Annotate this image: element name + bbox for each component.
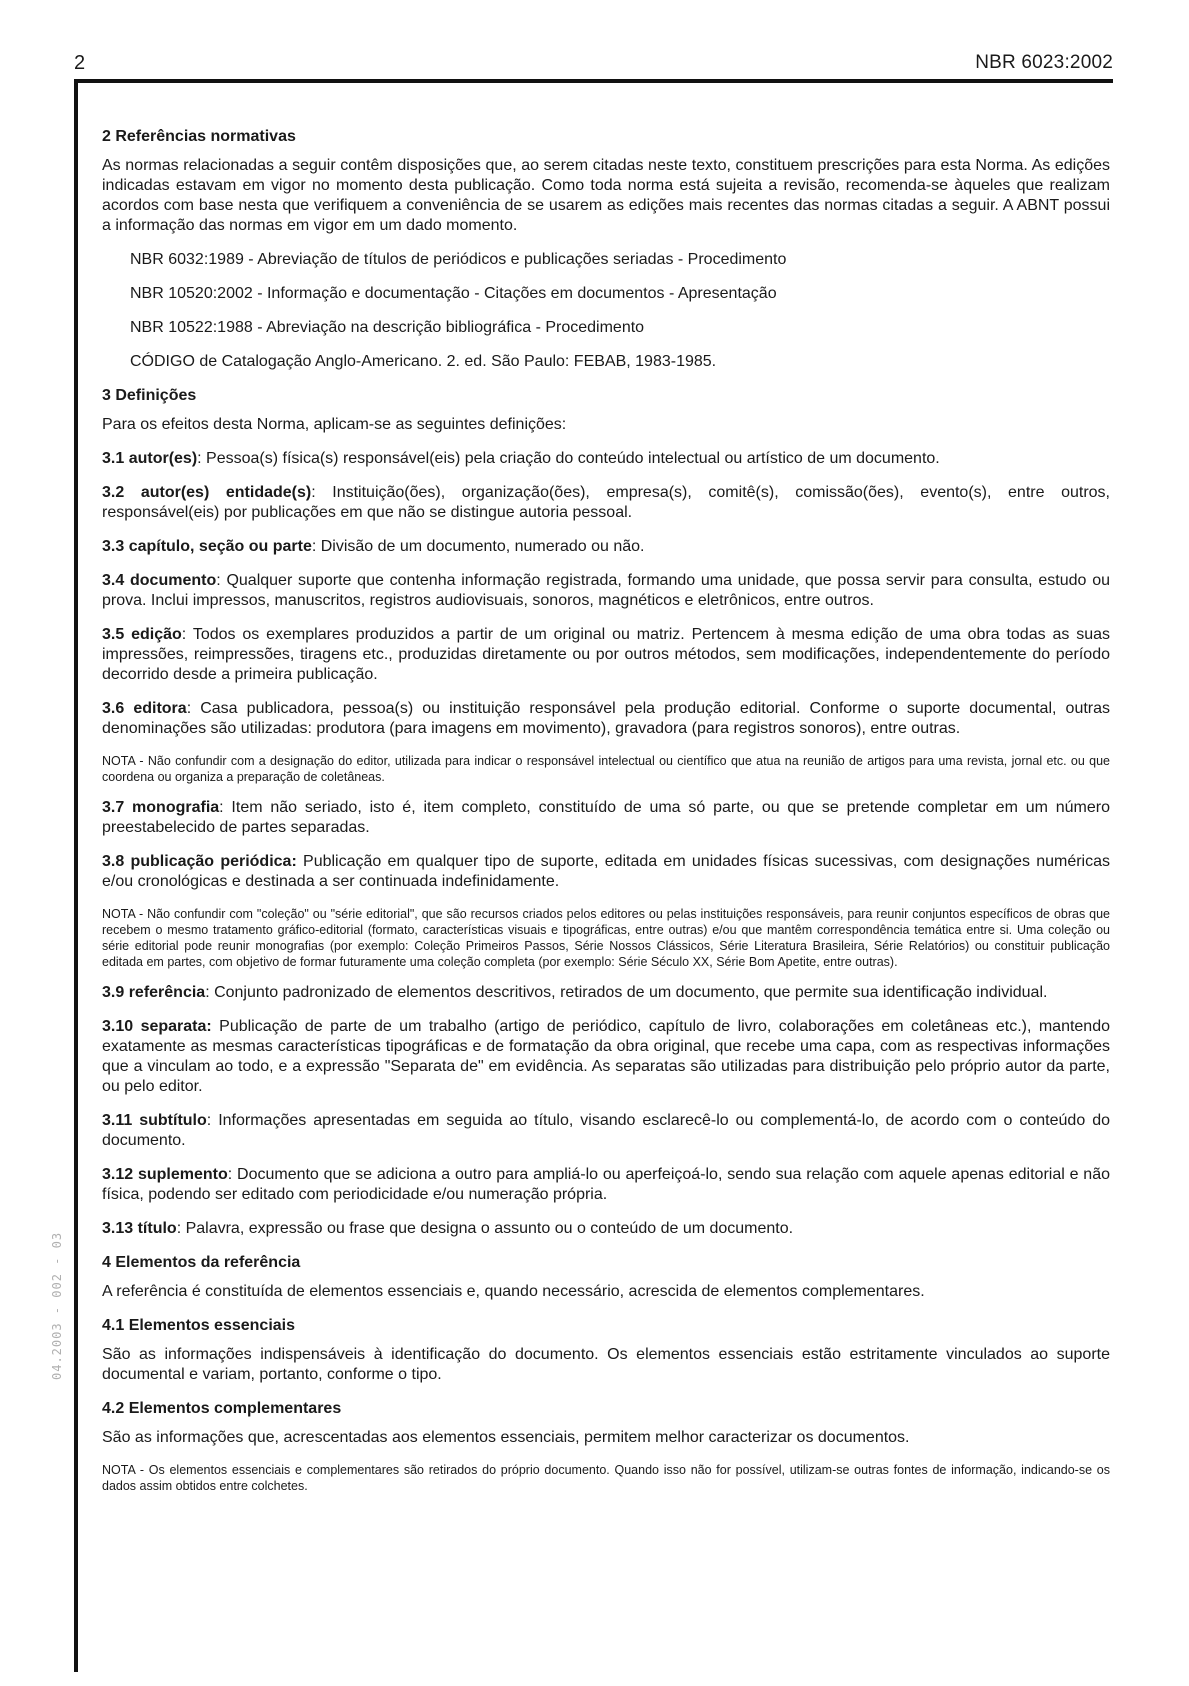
section-4-1-title: 4.1 Elementos essenciais — [102, 1317, 295, 1334]
section-4-1-text: São as informações indispensáveis à identificação do documento. Os elementos essenciais estão estritamente vinculados ao suporte documental e variam, portanto, conforme o tipo. — [102, 1346, 1110, 1383]
definition-text: : Informações apresentadas em seguida ao título, visando esclarecê-lo ou complementá-lo, de acordo com o conteúdo do documento. — [102, 1112, 1110, 1149]
section-3-title: 3 Definições — [102, 387, 197, 404]
definition-monografia — [102, 798, 1110, 838]
definition-term: 3.3 capítulo, seção ou parte — [102, 538, 312, 555]
normative-reference: NBR 10522:1988 - Abreviação na descrição bibliográfica - Procedimento — [130, 319, 645, 336]
definition-editora — [102, 699, 1110, 739]
definition-subtitulo — [102, 1111, 1110, 1151]
definition-autores-entidades — [102, 483, 1110, 523]
definition-text: : Palavra, expressão ou frase que designa o assunto ou o conteúdo de um documento. — [176, 1220, 794, 1237]
section-4-intro: A referência é constituída de elementos essenciais e, quando necessário, acrescida de elementos complementares. — [102, 1283, 925, 1300]
note-editor: NOTA - Não confundir com a designação do editor, utilizada para indicar o responsável intelectual ou científico que atua na reunião de artigos para uma revista, jornal etc. ou que coordena ou organiza a preparação de coletâneas. — [102, 754, 1110, 784]
definition-edicao — [102, 625, 1110, 685]
definition-documento — [102, 571, 1110, 611]
header-rule — [74, 79, 1113, 83]
definition-capitulo — [102, 537, 1110, 557]
definition-text: Publicação em qualquer tipo de suporte, editada em unidades físicas sucessivas, com designações numéricas e/ou cronológicas e destinada a ser continuada indefinidamente. — [102, 853, 1110, 890]
note-colecao: NOTA - Não confundir com "coleção" ou "série editorial", que são recursos criados pelos editores ou pelas instituições responsáveis, para reunir conjuntos específicos de obras que recebem o mesmo tratamento gráfico-editorial (formato, características visuais e tipográficas, entre outras) e/ou que mantêm correspondência temática entre si. Uma coleção ou série editorial pode reunir monografias (por exemplo: Coleção Primeiros Passos, Série Nossos Clássicos, Série Literatura Brasileira, Série Relatórios) ou constituir publicação editada em partes, com objetivo de formar futuramente uma coleção completa (por exemplo: Série Século XX, Série Bom Apetite, entre outras). — [102, 907, 1110, 969]
section-2-intro: As normas relacionadas a seguir contêm disposições que, ao serem citadas neste texto, constituem prescrições para esta Norma. As edições indicadas estavam em vigor no momento desta publicação. Como toda norma está sujeita a revisão, recomenda-se àqueles que realizam acordos com base nesta que verifiquem a conveniência de se usarem as edições mais recentes das normas citadas a seguir. A ABNT possui a informação das normas em vigor em um dado momento. — [102, 157, 1110, 234]
normative-reference: NBR 6032:1989 - Abreviação de títulos de periódicos e publicações seriadas - Procedimento — [130, 251, 787, 268]
definition-text: : Divisão de um documento, numerado ou não. — [311, 538, 645, 555]
definition-text: : Documento que se adiciona a outro para ampliá-lo ou aperfeiçoá-lo, sendo sua relação com aquele apenas editorial e não física, podendo ser editado com periodicidade e/ou numeração própria. — [102, 1166, 1110, 1203]
definition-referencia — [102, 983, 1110, 1003]
document-body — [102, 127, 1110, 1507]
definition-text: : Todos os exemplares produzidos a partir de um original ou matriz. Pertencem à mesma edição de uma obra todas as suas impressões, reimpressões, tiragens etc., produzidas diretamente ou por outros métodos, sem modificações, independentemente do período decorrido desde a primeira publicação. — [102, 626, 1111, 683]
definition-text: : Instituição(ões), organização(ões), empresa(s), comitê(s), comissão(ões), evento(s), entre outros, responsável(eis) por publicações em que não se distingue autoria pessoal. — [102, 484, 1111, 521]
definition-term: 3.6 editora — [102, 700, 187, 717]
normative-reference: NBR 10520:2002 - Informação e documentação - Citações em documentos - Apresentação — [130, 285, 777, 302]
section-4-2-title: 4.2 Elementos complementares — [102, 1400, 342, 1417]
definition-term: 3.5 edição — [102, 626, 182, 643]
definition-term: 3.9 referência — [102, 984, 206, 1001]
section-3-intro: Para os efeitos desta Norma, aplicam-se as seguintes definições: — [102, 416, 567, 433]
definition-text: : Qualquer suporte que contenha informação registrada, formando uma unidade, que possa servir para consulta, estudo ou prova. Inclui impressos, manuscritos, registros audiovisuais, sonoros, magnéticos e eletrônicos, entre outros. — [102, 572, 1110, 609]
definition-term: 3.13 título — [102, 1220, 177, 1237]
definition-text: : Pessoa(s) física(s) responsável(eis) pela criação do conteúdo intelectual ou artístico de um documento. — [197, 450, 940, 467]
section-4-2-text: São as informações que, acrescentadas aos elementos essenciais, permitem melhor caracterizar os documentos. — [102, 1429, 910, 1446]
normative-reference: CÓDIGO de Catalogação Anglo-Americano. 2. ed. São Paulo: FEBAB, 1983-1985. — [130, 353, 717, 370]
definition-term: 3.11 subtítulo — [102, 1112, 207, 1129]
section-4-title: 4 Elementos da referência — [102, 1254, 301, 1271]
definition-term: 3.10 separata: — [102, 1018, 212, 1035]
section-2-title: 2 Referências normativas — [102, 128, 296, 145]
definition-term: 3.1 autor(es) — [102, 450, 198, 467]
definition-term: 3.12 suplemento — [102, 1166, 228, 1183]
definition-separata — [102, 1017, 1110, 1097]
definition-term: 3.7 monografia — [102, 799, 220, 816]
margin-rule — [74, 81, 78, 1672]
definition-text: : Casa publicadora, pessoa(s) ou instituição responsável pela produção editorial. Conforme o suporte documental, outras denominações são utilizadas: produtora (para imagens em movimento), gravadora (para registros sonoros), entre outras. — [102, 700, 1111, 737]
page-number: 2 — [74, 52, 86, 74]
definition-publicacao-periodica — [102, 852, 1110, 892]
definition-autores — [102, 449, 1110, 469]
definition-term: 3.4 documento — [102, 572, 217, 589]
definition-text: : Conjunto padronizado de elementos descritivos, retirados de um documento, que permite sua identificação individual. — [205, 984, 1048, 1001]
definition-suplemento — [102, 1165, 1110, 1205]
definition-titulo — [102, 1219, 1110, 1239]
definition-term: 3.8 publicação periódica: — [102, 853, 297, 870]
definition-text: : Item não seriado, isto é, item completo, constituído de uma só parte, ou que se pretende completar em um número preestabelecido de partes separadas. — [102, 799, 1110, 836]
standard-id: NBR 6023:2002 — [975, 52, 1113, 73]
margin-stamp: 04.2003 - 002 - 03 — [50, 1231, 64, 1380]
definition-text: Publicação de parte de um trabalho (artigo de periódico, capítulo de livro, colaborações em coletâneas etc.), mantendo exatamente as mesmas características tipográficas e de formatação da obra original, que recebe uma capa, com as respectivas informações que a vinculam ao todo, e a expressão "Separata de" em evidência. As separatas são utilizadas para distribuição pelo próprio autor da parte, ou pelo editor. — [102, 1018, 1111, 1095]
definition-term: 3.2 autor(es) entidade(s) — [102, 484, 312, 501]
note-fontes: NOTA - Os elementos essenciais e complementares são retirados do próprio documento. Quando isso não for possível, utilizam-se outras fontes de informação, indicando-se os dados assim obtidos entre colchetes. — [102, 1463, 1110, 1493]
